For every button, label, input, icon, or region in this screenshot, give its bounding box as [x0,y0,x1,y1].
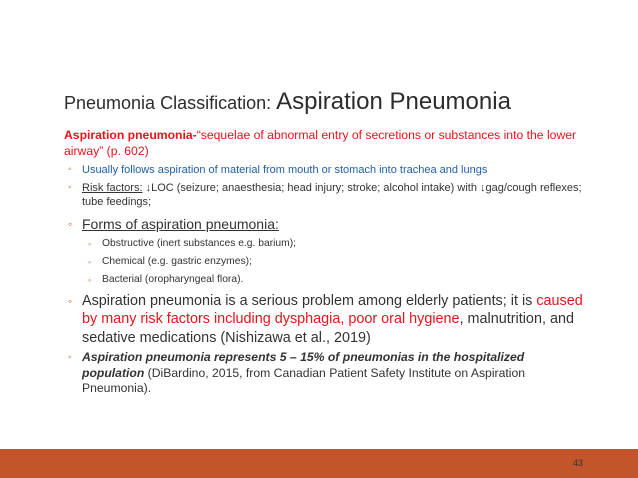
slide-content [64,127,584,397]
bullet-forms [68,215,584,233]
elderly-text [82,292,584,348]
title-main: Aspiration Pneumonia [276,88,511,115]
bullet-circle-icon: ◦ [68,293,73,308]
forms-item-text: Obstructive (inert substances e.g. barium); [102,237,297,249]
definition-paragraph [64,127,584,159]
bullet-usually [68,163,584,178]
risk-factors-label: Risk factors: [82,181,143,194]
risk-factors-detail: ↓LOC (seizure; anaesthesia; head injury; stroke; alcohol intake) with ↓gag/cough reflexes; tube feedings; [82,181,582,208]
bullet-circle-icon: ◦ [68,164,72,175]
percent-text [82,350,584,397]
definition-text: “sequelae of abnormal entry of secretions or substances into the lower airway” (p. 602) [64,128,577,158]
bullet-circle-icon: ◦ [68,352,72,363]
bullet-circle-icon: ◦ [88,256,92,267]
footer-bar [0,449,638,478]
forms-item [88,273,584,287]
forms-item-text: Bacterial (oropharyngeal flora). [102,273,244,285]
slide-title [64,88,511,117]
forms-item-text: Chemical (e.g. gastric enzymes); [102,255,252,267]
percent-bold: Aspiration pneumonia represents 5 – 15% of pneumonias in the hospitalized population [82,350,525,380]
bullet-percent [68,350,584,397]
forms-item [88,255,584,269]
bullet-circle-icon: ◦ [88,238,92,249]
page-number: 43 [572,458,583,468]
bullet-usually-text: Usually follows aspiration of material from mouth or stomach into trachea and lungs [82,164,488,176]
bullet-circle-icon: ◦ [68,216,73,231]
bullet-circle-icon: ◦ [88,274,92,285]
percent-rest: (DiBardino, 2015, from Canadian Patient Safety Institute on Aspiration Pneumonia). [82,365,526,395]
elderly-highlight: caused by many risk factors including dysphagia, poor oral hygiene [82,292,583,327]
forms-item [88,237,584,251]
bullet-risk-factors [68,181,584,210]
definition-term: Aspiration pneumonia- [64,128,197,142]
bullet-elderly [68,292,584,348]
bullet-circle-icon: ◦ [68,181,72,193]
title-prefix: Pneumonia Classification: [64,93,277,113]
elderly-part1: Aspiration pneumonia is a serious problem among elderly patients; it is [82,292,537,309]
forms-label: Forms of aspiration pneumonia: [82,215,279,232]
elderly-part3: , malnutrition, and sedative medications (Nishizawa et al., 2019) [82,311,574,346]
risk-factors-text [82,181,584,210]
